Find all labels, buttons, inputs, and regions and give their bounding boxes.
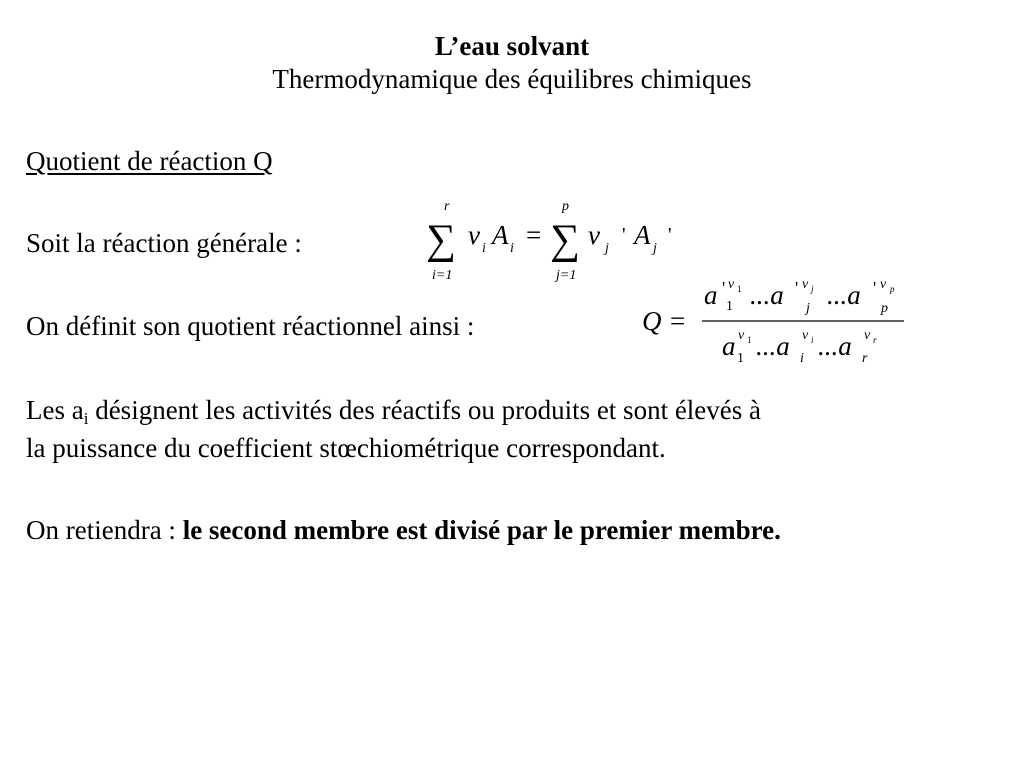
den-dots-ar: ...a: [818, 331, 852, 361]
quotient-equation: [640, 272, 920, 372]
q-equals: =: [670, 306, 686, 336]
nu-sub-j: j: [605, 241, 609, 256]
a-sub-i: i: [510, 241, 514, 256]
sigma-upper-r: r: [444, 199, 450, 214]
a-i: A: [492, 220, 509, 250]
paragraph-part1: Les a: [26, 395, 84, 425]
slide-title: L’eau solvant: [434, 31, 590, 61]
quotient-label: On définit son quotient réactionnel ainsi :: [26, 311, 475, 341]
num-ap-sup-nu: ν: [880, 277, 887, 292]
q-symbol: Q: [642, 306, 662, 336]
num-a1: a: [704, 280, 718, 310]
den-a1: a: [722, 331, 736, 361]
num-a1-sup-nu: ν: [728, 277, 735, 292]
num-a1-prime: ': [722, 278, 726, 298]
sigma-symbol-2: ∑: [550, 217, 580, 263]
den-ai-sub: i: [800, 351, 804, 366]
den-ai-sup-nu: ν: [802, 328, 809, 343]
den-ar-sup-sub: r: [873, 335, 877, 345]
num-aj-prime: ': [795, 278, 799, 298]
sigma-lower-j: j=1: [556, 268, 577, 283]
retain-line: [26, 514, 781, 547]
den-dots-ai: ...a: [756, 331, 790, 361]
reaction-label: Soit la réaction générale :: [26, 228, 302, 258]
den-ar-sup-nu: ν: [864, 328, 871, 343]
nu-prime: ': [622, 224, 626, 246]
paragraph-line2: la puissance du coefficient stœchiométrique correspondant.: [26, 433, 666, 463]
num-dots-aj: ...a: [750, 280, 784, 310]
paragraph-part2: désignent les activités des réactifs ou produits et sont élevés à: [88, 395, 762, 425]
num-dots-ap: ...a: [827, 280, 861, 310]
den-a1-sup-nu: ν: [738, 328, 745, 343]
equals-sign: =: [526, 220, 542, 250]
sigma-lower-i: i=1: [432, 268, 453, 283]
slide-subtitle: Thermodynamique des équilibres chimiques: [272, 64, 752, 94]
den-a1-sub: 1: [737, 351, 744, 366]
num-aj-sup-nu: ν: [802, 277, 809, 292]
title-block: [0, 30, 1024, 96]
sigma-upper-p: p: [562, 199, 569, 214]
num-a1-sub: 1: [726, 299, 733, 314]
a-j: A: [634, 220, 651, 250]
sigma-symbol-1: ∑: [426, 217, 456, 263]
paragraph-subscript: i: [83, 409, 89, 428]
num-ap-sub: p: [881, 301, 888, 316]
retain-bold: le second membre est divisé par le premier membre.: [182, 515, 781, 545]
nu-j: ν: [588, 220, 600, 250]
den-ai-sup-sub: i: [811, 335, 814, 345]
a-sub-j: j: [653, 241, 657, 256]
nu-sub-i: i: [482, 241, 486, 256]
denominator: [722, 328, 877, 366]
den-ar-sub: r: [862, 351, 868, 366]
retain-prefix: On retiendra :: [26, 515, 183, 545]
a-prime: ': [668, 224, 672, 246]
numerator: [704, 277, 895, 316]
num-a1-sup-sub: 1: [737, 284, 742, 294]
num-aj-sub: j: [806, 301, 810, 316]
den-a1-sup-sub: 1: [747, 335, 752, 345]
section-title: Quotient de réaction Q: [26, 146, 273, 176]
num-ap-prime: ': [873, 278, 877, 298]
nu-i: ν: [468, 220, 480, 250]
activities-paragraph: [26, 391, 1001, 467]
num-aj-sup-sub: j: [811, 284, 814, 294]
num-ap-sup-sub: p: [890, 284, 895, 294]
